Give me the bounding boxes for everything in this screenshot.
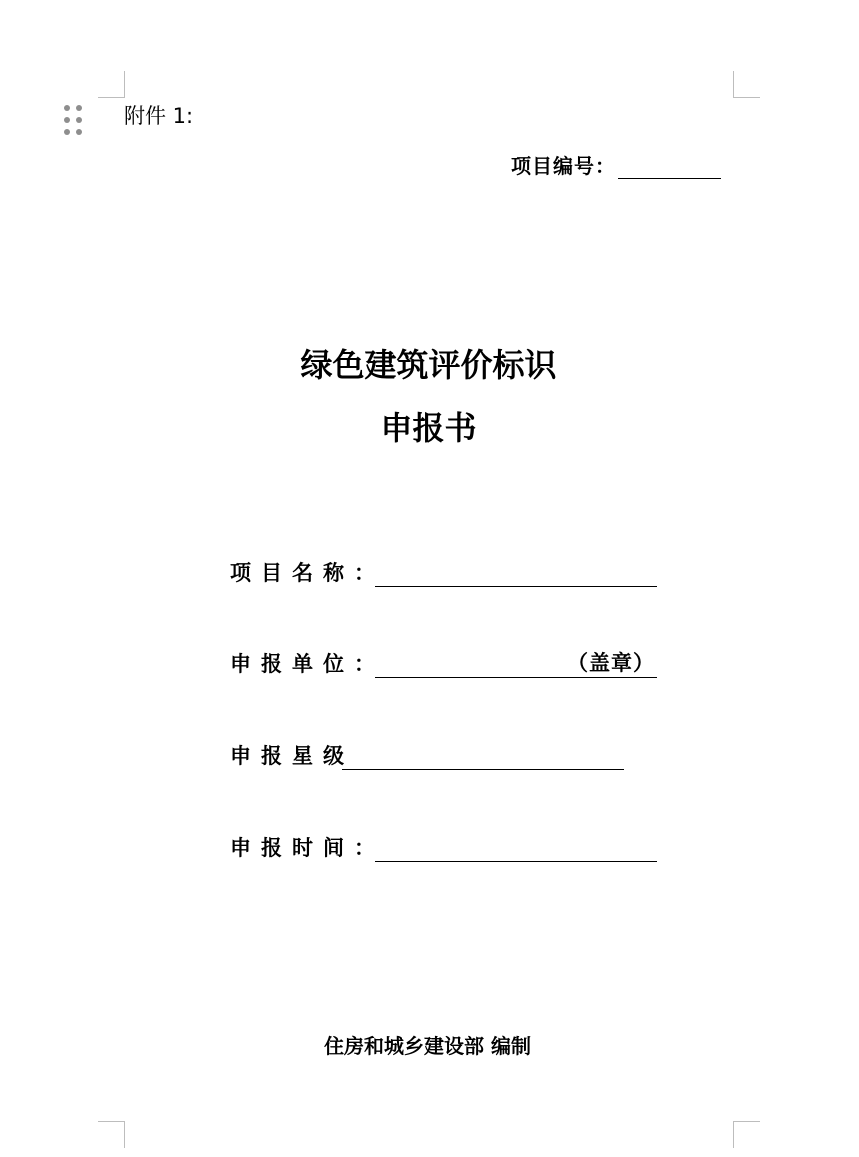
- document-title: 绿色建筑评价标识: [300, 346, 557, 384]
- rating-level-blank[interactable]: [342, 745, 624, 770]
- field-label: 申报时间: [230, 835, 354, 860]
- page-corner-mark-top-right: [733, 71, 760, 98]
- page-corner-mark-top-left: [98, 71, 125, 98]
- applicant-unit-blank[interactable]: [375, 650, 657, 678]
- attachment-label: 附件 1:: [124, 104, 194, 128]
- document-subtitle: 申报书: [380, 409, 477, 447]
- project-number-label: 项目编号：: [511, 154, 616, 178]
- field-label: 项目名称: [230, 560, 354, 585]
- application-date-blank[interactable]: [375, 837, 657, 862]
- field-colon: ：: [354, 835, 375, 860]
- field-applicant-unit: [230, 648, 657, 678]
- field-colon: ：: [354, 651, 375, 676]
- field-project-name: [230, 557, 657, 587]
- field-label: 申报单位: [230, 651, 354, 676]
- field-label: 申报星级: [230, 743, 354, 768]
- field-rating-level: [230, 740, 624, 770]
- project-name-blank[interactable]: [375, 562, 657, 587]
- field-application-date: [230, 832, 657, 862]
- drag-handle-icon[interactable]: [64, 105, 84, 135]
- project-number-blank[interactable]: [618, 156, 721, 179]
- page-corner-mark-bottom-left: [98, 1121, 125, 1148]
- issuer-line: 住房和城乡建设部 编制: [324, 1034, 531, 1058]
- field-colon: ：: [354, 560, 375, 585]
- page-corner-mark-bottom-right: [733, 1121, 760, 1148]
- project-number: [511, 150, 721, 179]
- seal-note: （盖章）: [567, 650, 655, 675]
